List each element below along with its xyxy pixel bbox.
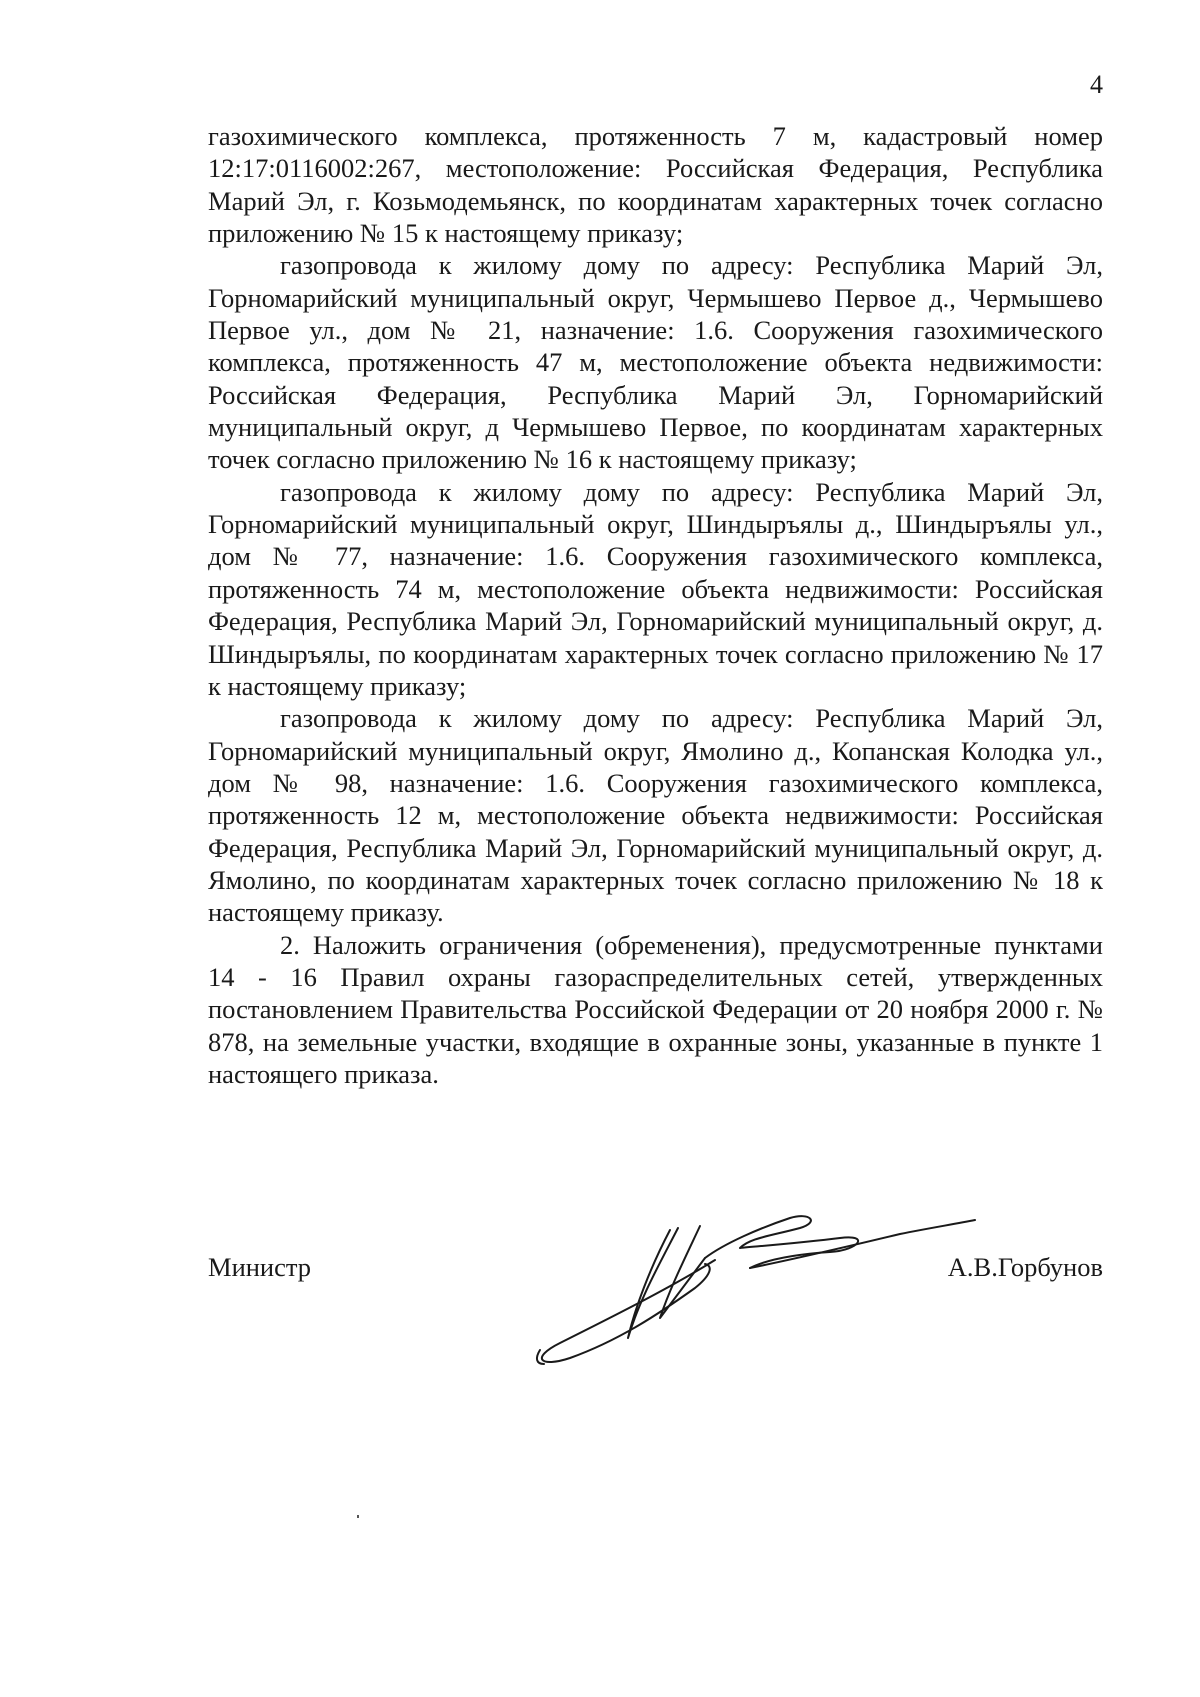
handwritten-signature: [500, 1188, 1000, 1378]
signatory-name: А.В.Горбунов: [947, 1252, 1103, 1282]
document-body: [208, 120, 1103, 1090]
scan-speck: [357, 1515, 359, 1518]
paragraph: газохимического комплекса, протяженность 7 м, кадастровый номер 12:17:0116002:267, местоположение: Российская Федерация, Республика Марий Эл, г. Козьмодемьянск, по координатам характерных точек согласно приложению № 15 к настоящему приказу;: [208, 121, 1103, 249]
paragraph: газопровода к жилому дому по адресу: Республика Марий Эл, Горномарийский муниципальный округ, Ямолино д., Копанская Колодка ул., дом № 98, назначение: 1.6. Сооружения газохимического комплекса, протяженность 12 м, местоположение объекта недвижимости: Российская Федерация, Республика Марий Эл, Горномарийский муниципальный округ, д. Ямолино, по координатам характерных точек согласно приложению № 18 к настоящему приказу.: [208, 703, 1103, 928]
page-number: 4: [1090, 70, 1103, 99]
paragraph: газопровода к жилому дому по адресу: Республика Марий Эл, Горномарийский муниципальный округ, Шиндыръялы д., Шиндыръялы ул., дом № 77, назначение: 1.6. Сооружения газохимического комплекса, протяженность 74 м, местоположение объекта недвижимости: Российская Федерация, Республика Марий Эл, Горномарийский муниципальный округ, д. Шиндыръялы, по координатам характерных точек согласно приложению № 17 к настоящему приказу;: [208, 476, 1103, 701]
signatory-position: Министр: [208, 1252, 312, 1282]
paragraph: 2. Наложить ограничения (обременения), предусмотренные пунктами 14 - 16 Правил охраны газораспределительных сетей, утвержденных постановлением Правительства Российской Федерации от 20 ноября 2000 г. № 878, на земельные участки, входящие в охранные зоны, указанные в пункте 1 настоящего приказа.: [208, 929, 1103, 1089]
paragraph: газопровода к жилому дому по адресу: Республика Марий Эл, Горномарийский муниципальный округ, Чермышево Первое д., Чермышево Первое ул., дом № 21, назначение: 1.6. Сооружения газохимического комплекса, протяженность 47 м, местоположение объекта недвижимости: Российская Федерация, Республика Марий Эл, Горномарийский муниципальный округ, д Чермышево Первое, по координатам характерных точек согласно приложению № 16 к настоящему приказу;: [208, 250, 1103, 475]
